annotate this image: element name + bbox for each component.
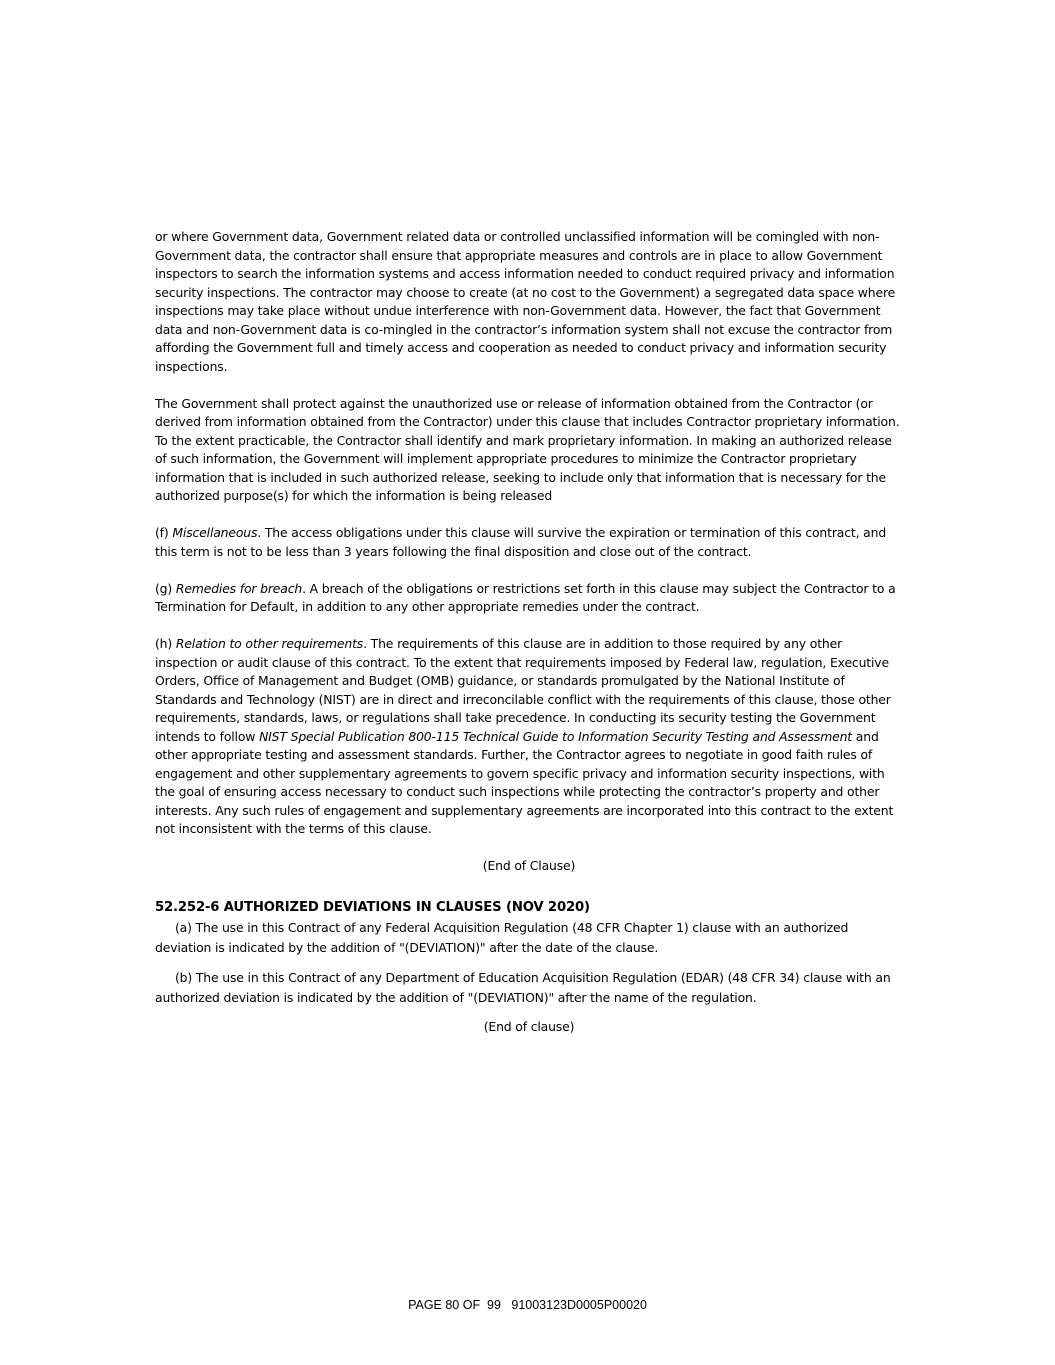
paragraph-a-deviation: (a) The use in this Contract of any Federal Acquisition Regulation (48 CFR Chapter 1) clause with an authorized deviation is indicated by the addition of "(DEVIATION)" after the date of the clause.: [155, 919, 849, 955]
page-number: PAGE 80 OF 99: [408, 1298, 501, 1312]
paragraph-b-deviation: (b) The use in this Contract of any Department of Education Acquisition Regulation (EDAR) (48 CFR 34) clause with an authorized deviation is indicated by the addition of "(DEVIATION)" after the name of the regulation.: [155, 969, 891, 1005]
paragraph-f-miscellaneous: [155, 524, 903, 561]
section-heading: 52.252-6 AUTHORIZED DEVIATIONS IN CLAUSES (NOV 2020): [155, 899, 590, 915]
paragraph-title: Relation to other requirements: [175, 636, 364, 651]
paragraph-label: (g): [155, 580, 176, 596]
paragraph-label: (h): [155, 636, 176, 651]
paragraph-government-protection: The Government shall protect against the unauthorized use or release of information obtained from the Contractor (or derived from information obtained from the Contractor) under this clause that includes Contractor proprietary information. To the extent practicable, the Contractor shall identify and mark proprietary information. In making an authorized release of such information, the Government will implement appropriate procedures to minimize the Contractor proprietary information that is included in such authorized release, seeking to include only that information that is necessary for the authorized purpose(s) for which the information is being released: [155, 395, 900, 503]
end-of-clause-2: (End of clause): [483, 1018, 575, 1034]
paragraph-text: . The requirements of this clause are in addition to those required by any other inspection or audit clause of this contract. To the extent that requirements imposed by Federal law, regulation, Executive Orders, Office of Management and Budget (OMB) guidance, or standards promulgated by the National Institute of Standards and Technology (NIST) are in direct and irreconcilable conflict with the requirements of this clause, those other requirements, standards, laws, or regulations shall take precedence. In conducting its security testing the Government intends to follow: [155, 636, 891, 744]
publication-title: NIST Special Publication 800-115 Technical Guide to Information Security Testing and Assessment: [259, 728, 853, 744]
paragraph-title: Remedies for breach: [175, 580, 303, 596]
paragraph-text-continued: and other appropriate testing and assessment standards. Further, the Contractor agrees to negotiate in good faith rules of engagement and other supplementary agreements to govern specific privacy and information security inspections, with the goal of ensuring access necessary to conduct such inspections while protecting the contractor’s property and other interests. Any such rules of engagement and supplementary agreements are incorporated into this contract to the extent not inconsistent with the terms of this clause.: [155, 728, 894, 836]
paragraph-title: Miscellaneous: [172, 525, 258, 540]
paragraph-text: . A breach of the obligations or restrictions set forth in this clause may subject the Contractor to a Termination for Default, in addition to any other appropriate remedies under the contract.: [155, 580, 896, 614]
paragraph-g-remedies: [155, 580, 903, 617]
paragraph-text: . The access obligations under this clause will survive the expiration or termination of this contract, and this term is not to be less than 3 years following the final disposition and close out of the contract.: [155, 525, 887, 559]
paragraph-label: (f): [155, 525, 173, 540]
paragraph-h-relation: [155, 635, 903, 839]
page-footer: [0, 1298, 1055, 1312]
end-of-clause: (End of Clause): [482, 858, 576, 873]
contract-number: 91003123D0005P00020: [511, 1298, 647, 1312]
paragraph-comingled-data: or where Government data, Government related data or controlled unclassified information will be comingled with non-Government data, the contractor shall ensure that appropriate measures and controls are in place to allow Government inspectors to search the information systems and access information needed to conduct required privacy and information security inspections. The contractor may choose to create (at no cost to the Government) a segregated data space where inspections may take place without undue interference with non-Government data. However, the fact that Government data and non-Government data is co-mingled in the contractor’s information system shall not excuse the contractor from affording the Government full and timely access and cooperation as needed to conduct privacy and information security inspections.: [155, 229, 896, 374]
document-body: [155, 228, 903, 1036]
